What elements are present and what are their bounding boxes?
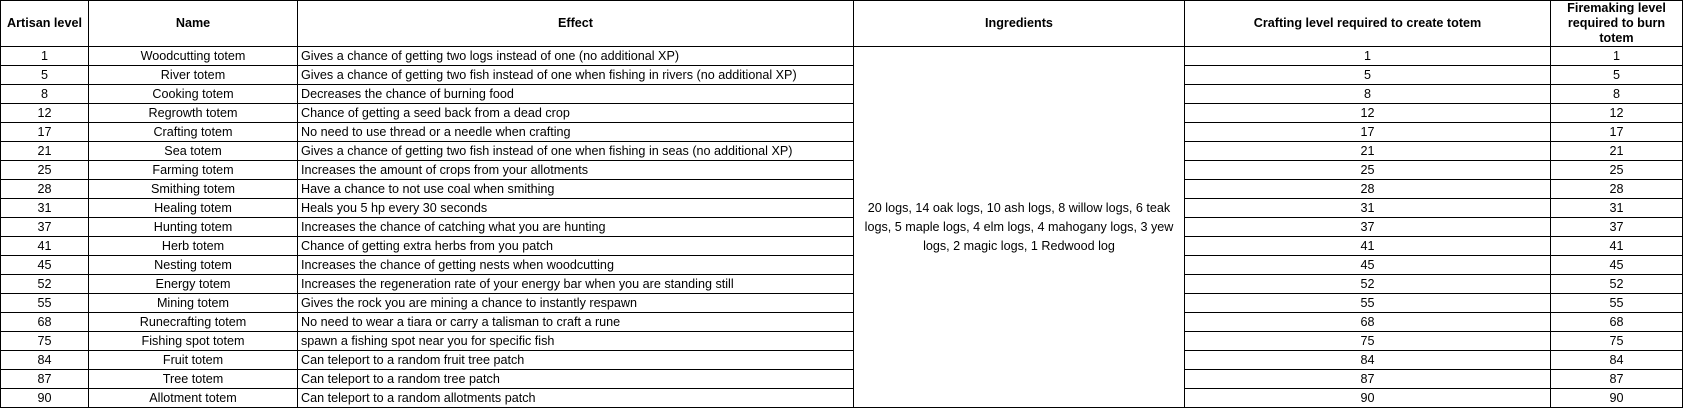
effect-cell: spawn a fishing spot near you for specific fish	[298, 332, 854, 351]
effect-cell: Gives a chance of getting two logs instead of one (no additional XP)	[298, 47, 854, 66]
header-crafting-level: Crafting level required to create totem	[1185, 1, 1551, 47]
name-cell: Smithing totem	[89, 180, 298, 199]
firemaking-level-cell: 31	[1551, 199, 1683, 218]
table-row	[1, 313, 1683, 332]
name-cell: Tree totem	[89, 370, 298, 389]
firemaking-level-cell: 55	[1551, 294, 1683, 313]
effect-cell: Can teleport to a random allotments patch	[298, 389, 854, 408]
artisan-level-cell: 90	[1, 389, 89, 408]
table-row	[1, 218, 1683, 237]
name-cell: River totem	[89, 66, 298, 85]
effect-cell: Gives a chance of getting two fish instead of one when fishing in rivers (no additional XP)	[298, 66, 854, 85]
effect-cell: Can teleport to a random fruit tree patch	[298, 351, 854, 370]
effect-cell: Decreases the chance of burning food	[298, 85, 854, 104]
name-cell: Herb totem	[89, 237, 298, 256]
effect-cell: Increases the regeneration rate of your energy bar when you are standing still	[298, 275, 854, 294]
name-cell: Crafting totem	[89, 123, 298, 142]
header-ingredients: Ingredients	[854, 1, 1185, 47]
name-cell: Fruit totem	[89, 351, 298, 370]
effect-cell: Gives a chance of getting two fish instead of one when fishing in seas (no additional XP)	[298, 142, 854, 161]
effect-cell: No need to use thread or a needle when crafting	[298, 123, 854, 142]
table-row	[1, 370, 1683, 389]
firemaking-level-cell: 5	[1551, 66, 1683, 85]
artisan-level-cell: 31	[1, 199, 89, 218]
firemaking-level-cell: 1	[1551, 47, 1683, 66]
table-row	[1, 66, 1683, 85]
crafting-level-cell: 52	[1185, 275, 1551, 294]
table-row	[1, 161, 1683, 180]
artisan-level-cell: 21	[1, 142, 89, 161]
table-row	[1, 332, 1683, 351]
artisan-level-cell: 1	[1, 47, 89, 66]
artisan-level-cell: 17	[1, 123, 89, 142]
name-cell: Cooking totem	[89, 85, 298, 104]
crafting-level-cell: 21	[1185, 142, 1551, 161]
header-row	[1, 1, 1683, 47]
table-row	[1, 237, 1683, 256]
artisan-level-cell: 28	[1, 180, 89, 199]
crafting-level-cell: 5	[1185, 66, 1551, 85]
artisan-level-cell: 52	[1, 275, 89, 294]
firemaking-level-cell: 37	[1551, 218, 1683, 237]
header-effect: Effect	[298, 1, 854, 47]
table-row	[1, 199, 1683, 218]
effect-cell: Have a chance to not use coal when smithing	[298, 180, 854, 199]
crafting-level-cell: 28	[1185, 180, 1551, 199]
firemaking-level-cell: 90	[1551, 389, 1683, 408]
firemaking-level-cell: 45	[1551, 256, 1683, 275]
crafting-level-cell: 8	[1185, 85, 1551, 104]
crafting-level-cell: 84	[1185, 351, 1551, 370]
table-row	[1, 142, 1683, 161]
table-row	[1, 275, 1683, 294]
effect-cell: Increases the chance of catching what you are hunting	[298, 218, 854, 237]
table-row	[1, 256, 1683, 275]
artisan-level-cell: 55	[1, 294, 89, 313]
name-cell: Allotment totem	[89, 389, 298, 408]
crafting-level-cell: 37	[1185, 218, 1551, 237]
name-cell: Mining totem	[89, 294, 298, 313]
crafting-level-cell: 55	[1185, 294, 1551, 313]
crafting-level-cell: 17	[1185, 123, 1551, 142]
table-row	[1, 294, 1683, 313]
ingredients-cell: 20 logs, 14 oak logs, 10 ash logs, 8 willow logs, 6 teak logs, 5 maple logs, 4 elm logs, 4 mahogany logs, 3 yew logs, 2 magic logs, 1 Redwood log	[854, 47, 1185, 408]
header-firemaking-level: Firemaking level required to burn totem	[1551, 1, 1683, 47]
crafting-level-cell: 41	[1185, 237, 1551, 256]
firemaking-level-cell: 25	[1551, 161, 1683, 180]
crafting-level-cell: 68	[1185, 313, 1551, 332]
firemaking-level-cell: 84	[1551, 351, 1683, 370]
effect-cell: Chance of getting a seed back from a dead crop	[298, 104, 854, 123]
name-cell: Farming totem	[89, 161, 298, 180]
table-row	[1, 389, 1683, 408]
firemaking-level-cell: 41	[1551, 237, 1683, 256]
artisan-level-cell: 41	[1, 237, 89, 256]
effect-cell: Chance of getting extra herbs from you patch	[298, 237, 854, 256]
artisan-level-cell: 5	[1, 66, 89, 85]
firemaking-level-cell: 75	[1551, 332, 1683, 351]
crafting-level-cell: 75	[1185, 332, 1551, 351]
table-row	[1, 85, 1683, 104]
table-row	[1, 123, 1683, 142]
crafting-level-cell: 90	[1185, 389, 1551, 408]
artisan-level-cell: 8	[1, 85, 89, 104]
firemaking-level-cell: 12	[1551, 104, 1683, 123]
header-artisan-level: Artisan level	[1, 1, 89, 47]
effect-cell: Increases the amount of crops from your allotments	[298, 161, 854, 180]
artisan-level-cell: 84	[1, 351, 89, 370]
crafting-level-cell: 12	[1185, 104, 1551, 123]
firemaking-level-cell: 28	[1551, 180, 1683, 199]
firemaking-level-cell: 52	[1551, 275, 1683, 294]
table-row	[1, 104, 1683, 123]
effect-cell: Heals you 5 hp every 30 seconds	[298, 199, 854, 218]
crafting-level-cell: 45	[1185, 256, 1551, 275]
artisan-level-cell: 75	[1, 332, 89, 351]
artisan-level-cell: 12	[1, 104, 89, 123]
effect-cell: No need to wear a tiara or carry a talisman to craft a rune	[298, 313, 854, 332]
name-cell: Sea totem	[89, 142, 298, 161]
effect-cell: Increases the chance of getting nests when woodcutting	[298, 256, 854, 275]
name-cell: Hunting totem	[89, 218, 298, 237]
firemaking-level-cell: 8	[1551, 85, 1683, 104]
name-cell: Regrowth totem	[89, 104, 298, 123]
table-body	[1, 47, 1683, 408]
firemaking-level-cell: 17	[1551, 123, 1683, 142]
table-row	[1, 180, 1683, 199]
firemaking-level-cell: 87	[1551, 370, 1683, 389]
effect-cell: Gives the rock you are mining a chance to instantly respawn	[298, 294, 854, 313]
crafting-level-cell: 1	[1185, 47, 1551, 66]
header-name: Name	[89, 1, 298, 47]
firemaking-level-cell: 21	[1551, 142, 1683, 161]
table-row	[1, 351, 1683, 370]
artisan-level-cell: 45	[1, 256, 89, 275]
crafting-level-cell: 31	[1185, 199, 1551, 218]
artisan-level-cell: 68	[1, 313, 89, 332]
effect-cell: Can teleport to a random tree patch	[298, 370, 854, 389]
name-cell: Nesting totem	[89, 256, 298, 275]
name-cell: Woodcutting totem	[89, 47, 298, 66]
firemaking-level-cell: 68	[1551, 313, 1683, 332]
crafting-level-cell: 25	[1185, 161, 1551, 180]
name-cell: Energy totem	[89, 275, 298, 294]
crafting-level-cell: 87	[1185, 370, 1551, 389]
name-cell: Fishing spot totem	[89, 332, 298, 351]
name-cell: Runecrafting totem	[89, 313, 298, 332]
name-cell: Healing totem	[89, 199, 298, 218]
artisan-level-cell: 25	[1, 161, 89, 180]
artisan-level-cell: 37	[1, 218, 89, 237]
artisan-level-cell: 87	[1, 370, 89, 389]
table-row	[1, 47, 1683, 66]
